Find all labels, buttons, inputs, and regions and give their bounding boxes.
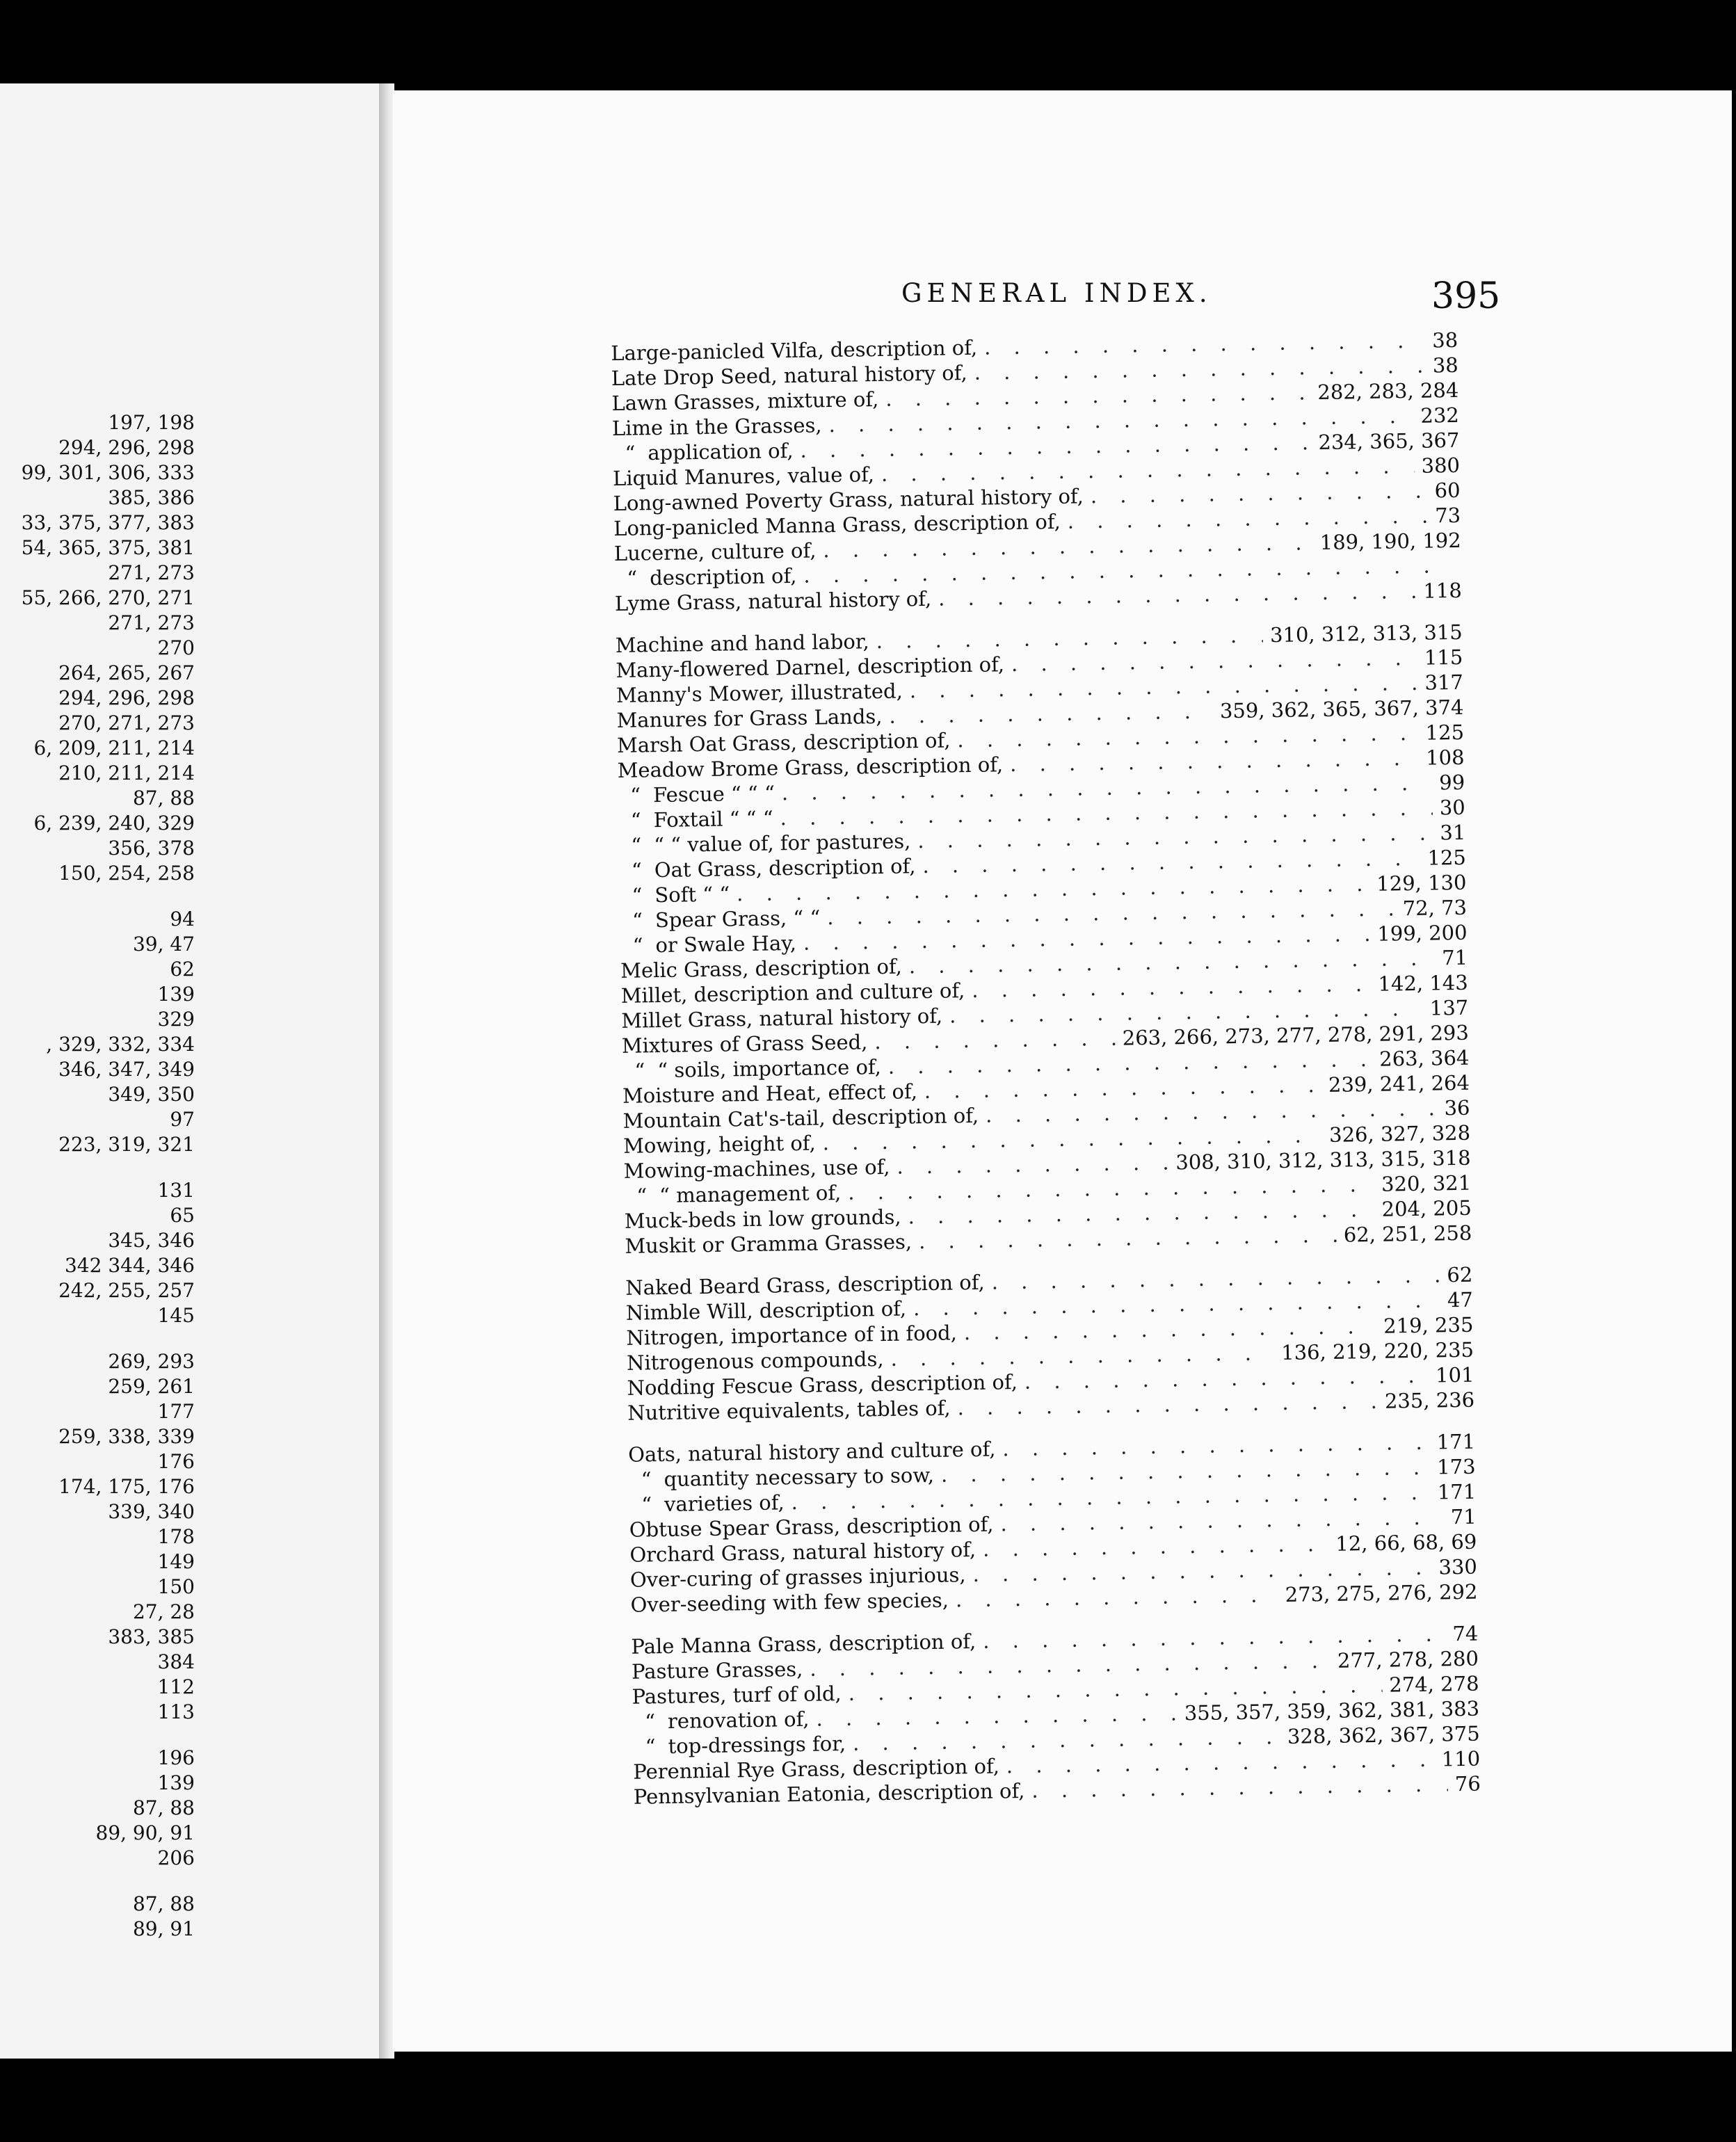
index-pages: 232: [1420, 403, 1460, 428]
index-pages: 328, 362, 367, 375: [1287, 1721, 1480, 1748]
left-column-pages: 176: [157, 1450, 195, 1473]
index-pages: 47: [1447, 1287, 1474, 1312]
index-pages: 110: [1441, 1746, 1481, 1771]
left-column-pages: 87, 88: [132, 1796, 195, 1819]
index-pages: 326, 327, 328: [1328, 1120, 1471, 1147]
index-pages: 219, 235: [1383, 1312, 1474, 1338]
index-pages: 62, 251, 258: [1343, 1221, 1472, 1247]
index-pages: 282, 283, 284: [1317, 378, 1459, 405]
index-term: Nutritive equivalents, tables of,: [627, 1396, 951, 1425]
ditto-mark: “: [627, 566, 638, 590]
left-column-pages: 271, 273: [108, 561, 195, 584]
left-column-pages: 87, 88: [132, 787, 195, 810]
index-term: Mixtures of Grass Seed,: [621, 1030, 868, 1058]
left-column-gap: [0, 1157, 195, 1178]
left-column-pages: 55, 266, 270, 271: [21, 586, 195, 609]
left-column-pages: 6, 209, 211, 214: [33, 736, 195, 759]
ditto-mark: “: [636, 1184, 648, 1208]
index-term: Moisture and Heat, effect of,: [622, 1079, 918, 1108]
index-term: Over-seeding with few species,: [630, 1588, 949, 1617]
left-column-pages: 259, 261: [108, 1375, 195, 1398]
index-pages: 73: [1434, 503, 1461, 528]
index-pages: 142, 143: [1378, 970, 1468, 996]
left-column-pages: 99, 301, 306, 333: [21, 461, 195, 484]
index-term: “ Spear Grass, “ “: [632, 905, 821, 933]
index-term: Millet, description and culture of,: [620, 979, 965, 1008]
index-pages: 171: [1436, 1429, 1476, 1454]
left-column-gap: [0, 1328, 195, 1349]
index-term: Over-curing of grasses injurious,: [629, 1563, 966, 1592]
index-pages: 76: [1454, 1771, 1481, 1796]
index-term: “ Soft “ “: [632, 882, 730, 908]
index-term: Nodding Fescue Grass, description of,: [627, 1369, 1018, 1400]
left-column-pages: 242, 255, 257: [58, 1279, 195, 1302]
index-term: Pale Manna Grass, description of,: [631, 1629, 976, 1659]
left-column-pages: 89, 90, 91: [95, 1821, 195, 1844]
index-pages: 12, 66, 68, 69: [1335, 1529, 1477, 1556]
left-column-pages: 94: [170, 908, 195, 931]
left-column-pages: 349, 350: [108, 1083, 195, 1106]
index-term: Nimble Will, description of,: [625, 1296, 907, 1325]
index-pages: 317: [1424, 670, 1464, 695]
left-column-pages: 196: [157, 1746, 195, 1769]
index-term: Millet Grass, natural history of,: [621, 1004, 943, 1033]
index-pages: 101: [1435, 1362, 1474, 1387]
left-column-pages: 270: [157, 636, 195, 659]
index-pages: 308, 310, 312, 313, 315, 318: [1175, 1145, 1471, 1175]
index-term: Lucerne, culture of,: [613, 538, 817, 565]
left-column-pages: 384: [157, 1650, 195, 1673]
index-pages: 31: [1440, 820, 1466, 845]
index-pages: 137: [1429, 995, 1469, 1020]
index-term: “ Fescue “ “ “: [630, 781, 775, 807]
left-column-pages: 150: [157, 1575, 195, 1598]
left-column-pages: 346, 347, 349: [58, 1058, 195, 1081]
left-column-pages: 112: [157, 1675, 195, 1698]
index-term: “ quantity necessary to sow,: [641, 1463, 935, 1492]
ditto-mark: “: [644, 1709, 656, 1734]
index-term: Long-awned Poverty Grass, natural history of,: [613, 484, 1084, 515]
index-term: Lawn Grasses, mixture of,: [611, 387, 879, 415]
index-term: Marsh Oat Grass, description of,: [616, 728, 951, 757]
ditto-mark: “: [625, 441, 636, 465]
index-term: “ Foxtail “ “ “: [630, 806, 773, 832]
left-column-pages: 206: [157, 1846, 195, 1869]
left-column-pages: 177: [157, 1400, 195, 1423]
index-pages: 263, 266, 273, 277, 278, 291, 293: [1122, 1020, 1470, 1050]
index-pages: 330: [1438, 1554, 1478, 1579]
index-term: Muck-beds in low grounds,: [624, 1205, 901, 1233]
left-column-pages: 145: [157, 1304, 195, 1327]
page-number: 395: [1431, 275, 1501, 317]
left-column-pages: 339, 340: [108, 1500, 195, 1523]
index-term: “ Oat Grass, description of,: [631, 854, 916, 883]
index-term: Pastures, turf of old,: [632, 1682, 842, 1709]
index-pages: 74: [1452, 1621, 1479, 1646]
index-pages: 38: [1431, 328, 1458, 353]
left-page: [0, 83, 379, 2059]
ditto-mark: “: [634, 1058, 645, 1083]
left-column-pages: 342 344, 346: [64, 1254, 195, 1277]
leader-dots: [956, 1582, 1278, 1612]
index-pages: 274, 278: [1389, 1671, 1479, 1697]
left-column-pages: 385, 386: [108, 486, 195, 509]
index-pages: 125: [1425, 720, 1465, 745]
index-term: “ description of,: [627, 563, 797, 590]
index-pages: 171: [1437, 1479, 1477, 1504]
left-column-pages: 178: [157, 1525, 195, 1548]
index-term: Pasture Grasses,: [631, 1657, 803, 1684]
index-term: Lyme Grass, natural history of,: [614, 586, 932, 615]
ditto-mark: “: [632, 908, 643, 933]
ditto-mark: “: [632, 933, 643, 958]
left-column-pages: 210, 211, 214: [58, 762, 195, 784]
left-column-pages: 65: [170, 1204, 195, 1227]
index-pages: 355, 357, 359, 362, 381, 383: [1184, 1696, 1480, 1725]
index-pages: 129, 130: [1376, 870, 1467, 896]
index-pages: 108: [1425, 745, 1465, 770]
left-column-gap: [0, 1725, 195, 1746]
left-column-pages: 131: [157, 1179, 195, 1202]
index-term: Large-panicled Vilfa, description of,: [611, 335, 978, 365]
index-term: Long-panicled Manna Grass, description of,: [613, 509, 1061, 540]
index-pages: 235, 236: [1384, 1387, 1475, 1413]
left-column-pages: 294, 296, 298: [58, 436, 195, 459]
index-pages: 273, 275, 276, 292: [1285, 1579, 1478, 1606]
left-column-pages: 54, 365, 375, 381: [21, 536, 195, 559]
ditto-mark: “: [641, 1467, 652, 1492]
index-pages: 320, 321: [1381, 1170, 1472, 1196]
index-pages: 234, 365, 367: [1318, 428, 1460, 455]
index-pages: 263, 364: [1379, 1045, 1470, 1071]
left-column-pages: 356, 378: [108, 837, 195, 860]
index-pages: 36: [1444, 1095, 1470, 1120]
index-pages: 71: [1441, 945, 1468, 970]
index-term: “ or Swale Hay,: [632, 931, 797, 958]
left-column-pages: 89, 91: [132, 1917, 195, 1940]
index-term: Liquid Manures, value of,: [612, 462, 875, 490]
index-pages: 118: [1423, 578, 1463, 603]
left-column-pages: 269, 293: [108, 1350, 195, 1373]
index-term: Perennial Rye Grass, description of,: [633, 1754, 1000, 1784]
index-pages: 136, 219, 220, 235: [1280, 1337, 1474, 1365]
index-pages: 72, 73: [1402, 895, 1468, 921]
index-term: Meadow Brome Grass, description of,: [617, 752, 1004, 782]
left-column-pages: 383, 385: [108, 1625, 195, 1648]
index-pages: 239, 241, 264: [1328, 1070, 1470, 1097]
index-term: “ application of,: [625, 438, 794, 465]
index-term: Lime in the Grasses,: [611, 413, 822, 440]
index-term: Orchard Grass, natural history of,: [629, 1537, 976, 1567]
index-term: Late Drop Seed, natural history of,: [611, 360, 967, 390]
ditto-mark: “: [630, 808, 641, 832]
ditto-mark: “: [630, 783, 641, 807]
index-pages: 71: [1450, 1504, 1477, 1529]
left-column-pages: 264, 265, 267: [58, 661, 195, 684]
left-column-pages: 97: [170, 1108, 195, 1131]
index-pages: 38: [1432, 353, 1458, 378]
page-header: GENERAL INDEX.: [901, 278, 1212, 308]
index-term: Naked Beard Grass, description of,: [625, 1270, 985, 1300]
index-term: Many-flowered Darnel, description of,: [616, 652, 1005, 682]
ditto-mark: “: [631, 833, 642, 857]
index-pages: 115: [1424, 645, 1463, 670]
index-list: [611, 328, 1481, 1810]
index-term: Manures for Grass Lands,: [616, 704, 883, 732]
left-column-pages: 113: [157, 1700, 195, 1723]
left-column-pages: 271, 273: [108, 611, 195, 634]
index-pages: 99: [1438, 770, 1465, 795]
left-column-gap: [0, 886, 195, 907]
left-column-pages: 149: [157, 1550, 195, 1573]
index-term: Pennsylvanian Eatonia, description of,: [633, 1778, 1025, 1809]
ditto-mark: “: [645, 1734, 656, 1759]
left-column-pages: 139: [157, 983, 195, 1006]
left-column-pages: 197, 198: [108, 411, 195, 434]
ditto-mark: “: [631, 858, 643, 883]
left-column-pages: 223, 319, 321: [58, 1133, 195, 1156]
left-page-number-column: [0, 410, 195, 1942]
index-pages: 204, 205: [1381, 1195, 1472, 1221]
left-column-pages: 270, 271, 273: [58, 711, 195, 734]
index-term: Nitrogenous compounds,: [626, 1347, 884, 1375]
index-term: “ “ “ value of, for pastures,: [631, 829, 911, 857]
index-pages: 189, 190, 192: [1319, 528, 1461, 555]
left-column-pages: 39, 47: [132, 933, 195, 956]
index-pages: 277, 278, 280: [1337, 1646, 1479, 1673]
index-pages: 60: [1434, 478, 1461, 503]
index-pages: 199, 200: [1377, 920, 1468, 946]
ditto-mark: “: [632, 883, 643, 908]
left-column-pages: 294, 296, 298: [58, 686, 195, 709]
index-pages: 380: [1421, 453, 1461, 478]
left-column-pages: 150, 254, 258: [58, 862, 195, 885]
index-term: “ renovation of,: [644, 1707, 810, 1734]
book-gutter: [379, 83, 394, 2059]
index-pages: 310, 312, 313, 315: [1269, 620, 1463, 647]
leader-dots: [897, 1150, 1168, 1179]
index-pages: 359, 362, 365, 367, 374: [1219, 695, 1464, 723]
left-column-pages: 259, 338, 339: [58, 1425, 195, 1448]
index-term: Muskit or Gramma Grasses,: [625, 1230, 913, 1258]
index-term: “ “ management of,: [636, 1180, 842, 1208]
index-term: Mountain Cat's-tail, description of,: [622, 1103, 979, 1133]
left-column-pages: 345, 346: [108, 1229, 195, 1252]
ditto-mark: “: [641, 1492, 652, 1517]
index-term: Oats, natural history and culture of,: [627, 1437, 996, 1467]
index-term: “ “ soils, importance of,: [634, 1055, 882, 1083]
left-column-pages: 139: [157, 1771, 195, 1794]
index-pages: 125: [1427, 845, 1467, 870]
left-column-pages: 87, 88: [132, 1892, 195, 1915]
leader-dots: [874, 1026, 1116, 1054]
index-term: “ top-dressings for,: [645, 1731, 846, 1759]
index-term: Obtuse Spear Grass, description of,: [629, 1512, 994, 1542]
left-column-pages: , 329, 332, 334: [46, 1033, 195, 1056]
left-column-pages: 27, 28: [132, 1600, 195, 1623]
index-term: Mowing, height of,: [622, 1131, 816, 1158]
left-column-pages: 62: [170, 958, 195, 981]
index-term: Nitrogen, importance of in food,: [626, 1321, 958, 1350]
index-pages: 173: [1436, 1454, 1476, 1479]
index-pages: 62: [1447, 1262, 1473, 1287]
index-term: Melic Grass, description of,: [620, 954, 903, 983]
index-term: Manny's Mower, illustrated,: [616, 679, 903, 707]
index-term: Machine and hand labor,: [615, 629, 870, 657]
left-column-pages: 329: [157, 1008, 195, 1031]
left-column-gap: [0, 1871, 195, 1892]
left-column-pages: 174, 175, 176: [58, 1475, 195, 1498]
index-term: “ varieties of,: [641, 1490, 785, 1517]
index-term: Mowing-machines, use of,: [623, 1154, 890, 1183]
left-column-pages: 33, 375, 377, 383: [21, 511, 195, 534]
left-column-pages: 6, 239, 240, 329: [33, 812, 195, 835]
index-pages: 30: [1439, 795, 1465, 820]
